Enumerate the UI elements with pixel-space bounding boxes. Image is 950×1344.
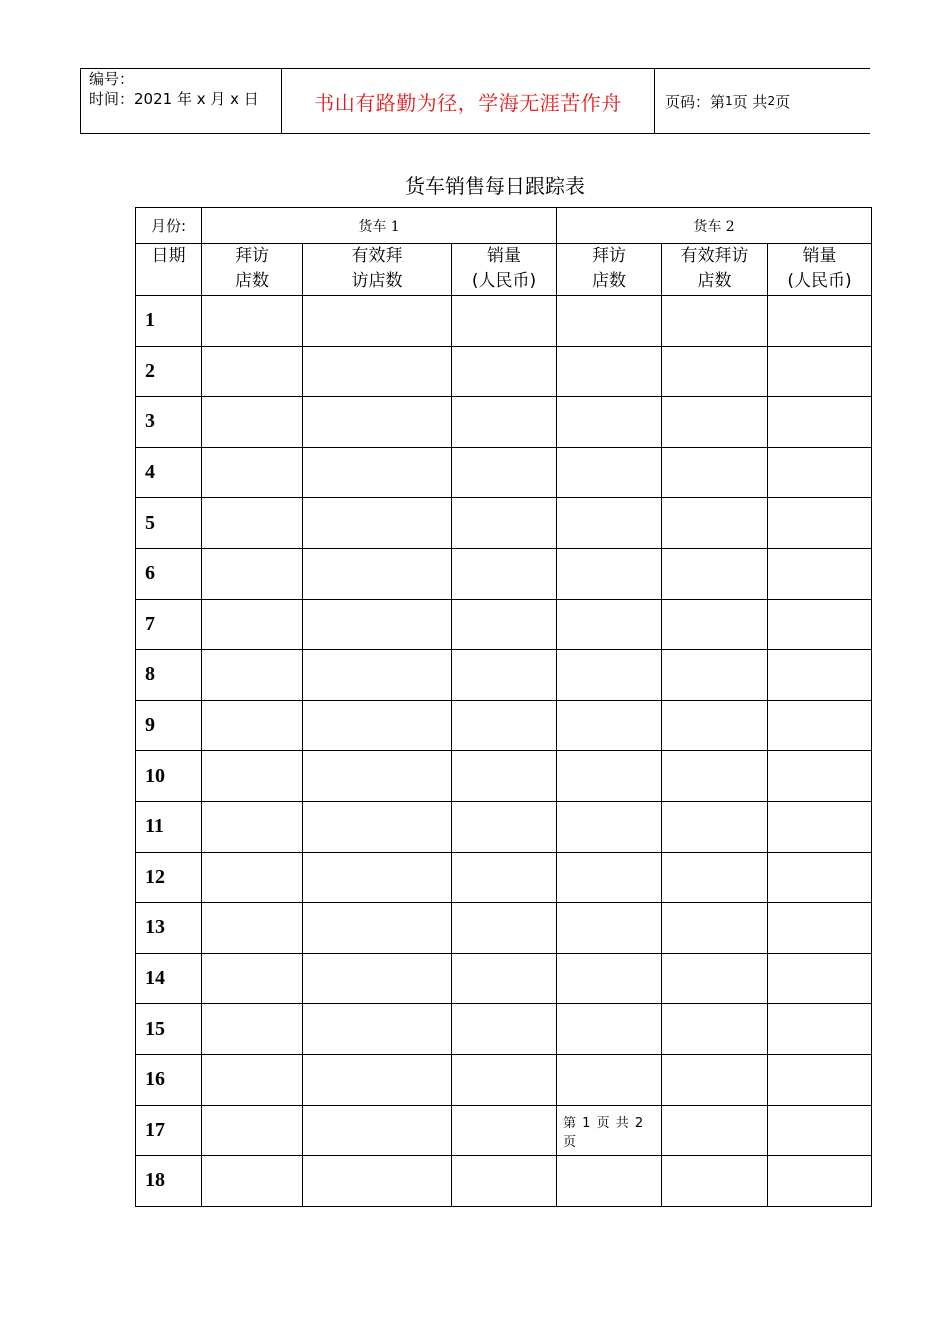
t1-effective-cell[interactable] xyxy=(303,599,452,650)
truck-1-header: 货车 1 xyxy=(202,208,557,244)
t2-effective-cell[interactable] xyxy=(662,599,768,650)
t1-sales-line1: 销量 xyxy=(487,246,522,266)
table-row xyxy=(136,1156,872,1207)
t2-effective-cell[interactable] xyxy=(662,953,768,1004)
t1-visits-cell[interactable] xyxy=(202,903,303,954)
day-number: 14 xyxy=(136,953,202,1004)
t2-sales-cell[interactable] xyxy=(768,1156,872,1207)
tracking-table xyxy=(135,207,872,1207)
t2-sales-cell[interactable] xyxy=(768,700,872,751)
t1-sales-cell[interactable] xyxy=(452,498,557,549)
t1-effective-cell[interactable] xyxy=(303,700,452,751)
t1-visits-cell[interactable] xyxy=(202,852,303,903)
t2-visits-cell[interactable] xyxy=(557,700,662,751)
t1-sales-cell[interactable] xyxy=(452,650,557,701)
t1-effective-cell[interactable] xyxy=(303,650,452,701)
t1-sales-cell[interactable] xyxy=(452,852,557,903)
t2-sales-header xyxy=(768,244,872,296)
page-indicator xyxy=(655,69,871,133)
t2-effective-cell[interactable] xyxy=(662,296,768,347)
table-row xyxy=(136,801,872,852)
t1-effective-cell[interactable] xyxy=(303,852,452,903)
t1-sales-cell[interactable] xyxy=(452,700,557,751)
t2-effective-cell[interactable] xyxy=(662,498,768,549)
t1-sales-header xyxy=(452,244,557,296)
table-row xyxy=(136,498,872,549)
t1-sales-cell[interactable] xyxy=(452,953,557,1004)
t2-effective-cell[interactable] xyxy=(662,700,768,751)
t1-visits-line1: 拜访 xyxy=(235,246,269,266)
t1-effective-cell[interactable] xyxy=(303,548,452,599)
t2-sales-cell[interactable] xyxy=(768,1004,872,1055)
t1-effective-cell[interactable] xyxy=(303,953,452,1004)
page-total: 2 xyxy=(767,94,776,108)
day-number: 1 xyxy=(136,296,202,347)
t1-visits-cell[interactable] xyxy=(202,1156,303,1207)
t1-visits-cell[interactable] xyxy=(202,1054,303,1105)
t2-effective-cell[interactable] xyxy=(662,397,768,448)
t2-sales-cell[interactable] xyxy=(768,903,872,954)
day-number: 12 xyxy=(136,852,202,903)
day-number: 16 xyxy=(136,1054,202,1105)
t2-sales-cell[interactable] xyxy=(768,397,872,448)
t1-sales-cell[interactable] xyxy=(452,1156,557,1207)
t2-visits-cell[interactable] xyxy=(557,498,662,549)
t2-effective-cell[interactable] xyxy=(662,751,768,802)
t2-visits-cell[interactable] xyxy=(557,751,662,802)
table-row xyxy=(136,1105,872,1156)
t2-visits-cell[interactable] xyxy=(557,1054,662,1105)
t1-effective-cell[interactable] xyxy=(303,346,452,397)
t1-effective-line2: 访店数 xyxy=(351,271,403,291)
t1-sales-cell[interactable] xyxy=(452,296,557,347)
t1-visits-cell[interactable] xyxy=(202,548,303,599)
t2-sales-cell[interactable] xyxy=(768,599,872,650)
t2-visits-cell[interactable] xyxy=(557,296,662,347)
t2-sales-line2: (人民币) xyxy=(787,271,852,291)
t2-sales-cell[interactable] xyxy=(768,751,872,802)
t1-sales-cell[interactable] xyxy=(452,548,557,599)
table-row xyxy=(136,548,872,599)
t1-visits-cell[interactable] xyxy=(202,599,303,650)
t2-effective-cell[interactable] xyxy=(662,801,768,852)
date-column-header: 日期 xyxy=(136,244,202,296)
number-label: 编号： xyxy=(89,70,135,88)
t1-effective-cell[interactable] xyxy=(303,1054,452,1105)
t1-visits-cell[interactable] xyxy=(202,1004,303,1055)
day-number: 2 xyxy=(136,346,202,397)
t2-sales-cell[interactable] xyxy=(768,498,872,549)
t2-visits-cell[interactable] xyxy=(557,599,662,650)
t2-sales-cell[interactable] xyxy=(768,346,872,397)
t2-sales-cell[interactable] xyxy=(768,296,872,347)
t2-effective-cell[interactable] xyxy=(662,903,768,954)
t2-sales-cell[interactable] xyxy=(768,801,872,852)
table-row xyxy=(136,751,872,802)
t1-visits-cell[interactable] xyxy=(202,801,303,852)
t2-effective-cell[interactable] xyxy=(662,1156,768,1207)
t1-effective-cell[interactable] xyxy=(303,903,452,954)
page-end: 页 xyxy=(775,92,791,111)
t1-visits-cell[interactable] xyxy=(202,700,303,751)
t2-effective-cell[interactable] xyxy=(662,548,768,599)
t1-sales-cell[interactable] xyxy=(452,1054,557,1105)
t2-visits-cell[interactable] xyxy=(557,953,662,1004)
day-number: 8 xyxy=(136,650,202,701)
day-number: 5 xyxy=(136,498,202,549)
t2-visits-cell[interactable] xyxy=(557,1004,662,1055)
t2-visits-line2: 店数 xyxy=(592,271,627,291)
t1-sales-cell[interactable] xyxy=(452,751,557,802)
t2-visits-cell[interactable] xyxy=(557,548,662,599)
page-number: 1 xyxy=(725,94,733,108)
t1-sales-cell[interactable] xyxy=(452,397,557,448)
t2-visits-line1: 拜访 xyxy=(592,246,627,266)
t2-sales-cell[interactable] xyxy=(768,953,872,1004)
day-number: 11 xyxy=(136,801,202,852)
table-row xyxy=(136,700,872,751)
table-row xyxy=(136,447,872,498)
motto: 书山有路勤为径，学海无涯苦作舟 xyxy=(282,69,655,133)
t2-sales-cell[interactable] xyxy=(768,548,872,599)
t2-visits-cell[interactable] xyxy=(557,650,662,701)
table-row xyxy=(136,852,872,903)
page-label: 页码：第 xyxy=(665,92,726,111)
t2-effective-cell[interactable] xyxy=(662,852,768,903)
month-row xyxy=(136,208,872,244)
t1-sales-cell[interactable] xyxy=(452,346,557,397)
day-number: 9 xyxy=(136,700,202,751)
t2-sales-cell[interactable] xyxy=(768,852,872,903)
t1-effective-header xyxy=(303,244,452,296)
t1-effective-line1: 有效拜 xyxy=(351,246,403,266)
t1-sales-line2: (人民币) xyxy=(471,271,537,291)
page-mid: 页 共 xyxy=(732,92,768,111)
table-row xyxy=(136,650,872,701)
t1-visits-header xyxy=(202,244,303,296)
t2-visits-cell[interactable] xyxy=(557,801,662,852)
t2-sales-cell[interactable] xyxy=(768,1105,872,1156)
day-number: 18 xyxy=(136,1156,202,1207)
day-number: 4 xyxy=(136,447,202,498)
t2-visits-cell[interactable] xyxy=(557,852,662,903)
t1-visits-cell[interactable] xyxy=(202,650,303,701)
day-number: 6 xyxy=(136,548,202,599)
t2-effective-header xyxy=(662,244,768,296)
t1-effective-cell[interactable] xyxy=(303,498,452,549)
t2-visits-cell[interactable] xyxy=(557,346,662,397)
document-header xyxy=(80,68,870,134)
day-number: 17 xyxy=(136,1105,202,1156)
t1-sales-cell[interactable] xyxy=(452,447,557,498)
t2-effective-cell[interactable] xyxy=(662,650,768,701)
t1-effective-cell[interactable] xyxy=(303,1156,452,1207)
t2-visits-cell[interactable] xyxy=(557,1156,662,1207)
t2-visits-cell[interactable] xyxy=(557,397,662,448)
column-header-row xyxy=(136,244,872,296)
table-row xyxy=(136,953,872,1004)
t1-visits-cell[interactable] xyxy=(202,447,303,498)
table-row xyxy=(136,1054,872,1105)
month-label: 月份: xyxy=(136,208,202,244)
t2-effective-cell[interactable] xyxy=(662,447,768,498)
t2-visits-header xyxy=(557,244,662,296)
t1-effective-cell[interactable] xyxy=(303,801,452,852)
t1-visits-line2: 店数 xyxy=(235,271,269,291)
t2-effective-cell[interactable] xyxy=(662,346,768,397)
t1-visits-cell[interactable] xyxy=(202,751,303,802)
t2-sales-line1: 销量 xyxy=(802,246,837,266)
table-row xyxy=(136,903,872,954)
t1-effective-cell[interactable] xyxy=(303,1004,452,1055)
t1-sales-cell[interactable] xyxy=(452,903,557,954)
footer-pager: 第 1 页 共 2 页 xyxy=(557,1105,662,1156)
t1-effective-cell[interactable] xyxy=(303,751,452,802)
day-number: 15 xyxy=(136,1004,202,1055)
t2-effective-line1: 有效拜访 xyxy=(680,246,749,266)
day-number: 10 xyxy=(136,751,202,802)
table-row xyxy=(136,599,872,650)
day-number: 7 xyxy=(136,599,202,650)
t2-sales-cell[interactable] xyxy=(768,1054,872,1105)
day-number: 3 xyxy=(136,397,202,448)
t2-sales-cell[interactable] xyxy=(768,447,872,498)
day-rows xyxy=(136,296,872,1207)
day-number: 13 xyxy=(136,903,202,954)
t2-sales-cell[interactable] xyxy=(768,650,872,701)
t1-sales-cell[interactable] xyxy=(452,1105,557,1156)
table-row xyxy=(136,1004,872,1055)
t1-visits-cell[interactable] xyxy=(202,346,303,397)
t1-effective-cell[interactable] xyxy=(303,1105,452,1156)
page-title: 货车销售每日跟踪表 xyxy=(405,174,585,198)
t1-visits-cell[interactable] xyxy=(202,953,303,1004)
t2-effective-line2: 店数 xyxy=(697,271,732,291)
table-row xyxy=(136,397,872,448)
t2-visits-cell[interactable] xyxy=(557,903,662,954)
t2-effective-cell[interactable] xyxy=(662,1105,768,1156)
t2-effective-cell[interactable] xyxy=(662,1004,768,1055)
t2-effective-cell[interactable] xyxy=(662,1054,768,1105)
t1-sales-cell[interactable] xyxy=(452,801,557,852)
t1-effective-cell[interactable] xyxy=(303,397,452,448)
date-label: 时间：2021 年 x 月 x 日 xyxy=(89,90,259,108)
truck-2-header: 货车 2 xyxy=(557,208,872,244)
t2-visits-cell[interactable] xyxy=(557,447,662,498)
t1-sales-cell[interactable] xyxy=(452,1004,557,1055)
t1-effective-cell[interactable] xyxy=(303,447,452,498)
header-meta xyxy=(81,69,282,133)
t1-visits-cell[interactable] xyxy=(202,1105,303,1156)
t1-effective-cell[interactable] xyxy=(303,296,452,347)
t1-visits-cell[interactable] xyxy=(202,397,303,448)
t1-visits-cell[interactable] xyxy=(202,296,303,347)
table-row xyxy=(136,296,872,347)
table-row xyxy=(136,346,872,397)
t1-visits-cell[interactable] xyxy=(202,498,303,549)
t1-sales-cell[interactable] xyxy=(452,599,557,650)
